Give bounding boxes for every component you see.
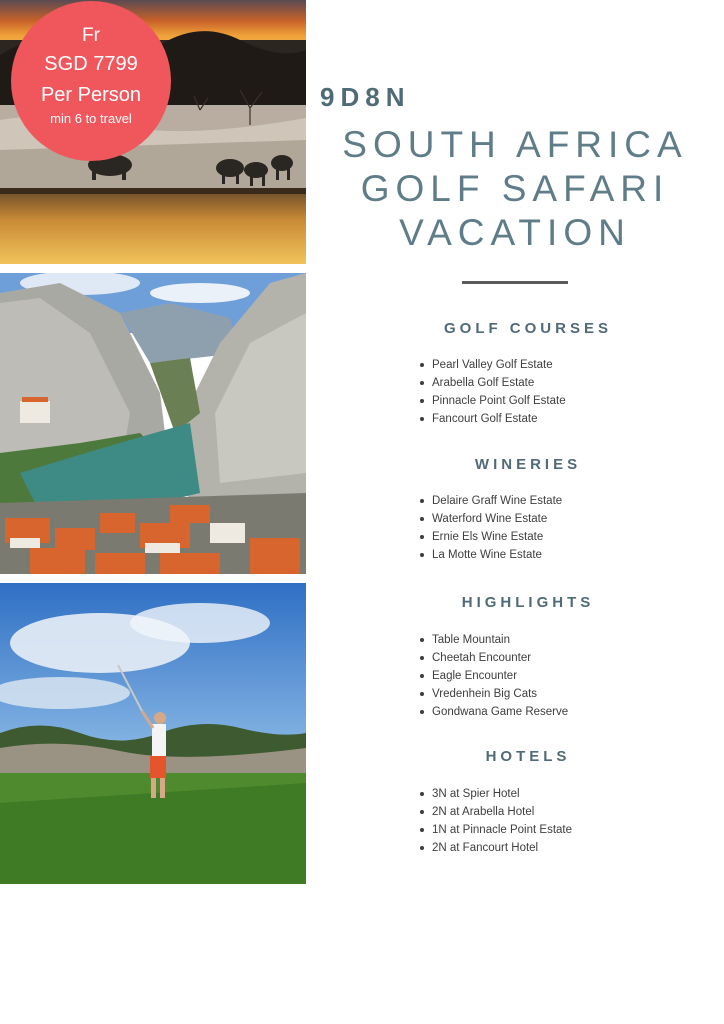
- hotels-list: [418, 785, 572, 857]
- list-item: 2N at Fancourt Hotel: [418, 839, 572, 857]
- wineries-heading: WINERIES: [474, 456, 582, 473]
- golf-courses-heading: GOLF COURSES: [443, 320, 612, 337]
- title-line-3: VACATION: [399, 212, 631, 253]
- list-item: La Motte Wine Estate: [418, 546, 562, 564]
- list-item: 1N at Pinnacle Point Estate: [418, 821, 572, 839]
- list-item: Eagle Encounter: [418, 667, 568, 685]
- title-line-1: SOUTH AFRICA: [342, 124, 688, 165]
- trip-duration: 9D8N: [320, 82, 411, 112]
- list-item: Pearl Valley Golf Estate: [418, 356, 566, 374]
- highlights-heading: HIGHLIGHTS: [461, 594, 595, 611]
- price-prefix: Fr: [82, 25, 100, 46]
- list-item: Cheetah Encounter: [418, 649, 568, 667]
- list-item: Vredenhein Big Cats: [418, 685, 568, 703]
- price-badge: [11, 1, 171, 161]
- highlights-list: [418, 631, 568, 721]
- list-item: Waterford Wine Estate: [418, 510, 562, 528]
- safari-photo: [0, 0, 306, 264]
- golf-scene-illustration: [0, 583, 306, 884]
- list-item: Gondwana Game Reserve: [418, 703, 568, 721]
- list-item: Fancourt Golf Estate: [418, 410, 566, 428]
- wineries-list: [418, 492, 562, 564]
- hotels-heading: HOTELS: [485, 748, 571, 765]
- list-item: Table Mountain: [418, 631, 568, 649]
- price-unit: Per Person: [40, 84, 142, 106]
- list-item: Arabella Golf Estate: [418, 374, 566, 392]
- canyon-village-photo: [0, 273, 306, 574]
- golfer-photo: [0, 583, 306, 884]
- price-minimum-travelers: min 6 to travel: [50, 111, 132, 126]
- list-item: Delaire Graff Wine Estate: [418, 492, 562, 510]
- list-item: 3N at Spier Hotel: [418, 785, 572, 803]
- list-item: 2N at Arabella Hotel: [418, 803, 572, 821]
- golf-courses-list: [418, 356, 566, 428]
- canyon-scene-illustration: [0, 273, 306, 574]
- title-divider: [462, 281, 568, 284]
- price-amount: SGD 7799: [44, 53, 138, 75]
- list-item: Pinnacle Point Golf Estate: [418, 392, 566, 410]
- list-item: Ernie Els Wine Estate: [418, 528, 562, 546]
- title-line-2: GOLF SAFARI: [360, 168, 670, 209]
